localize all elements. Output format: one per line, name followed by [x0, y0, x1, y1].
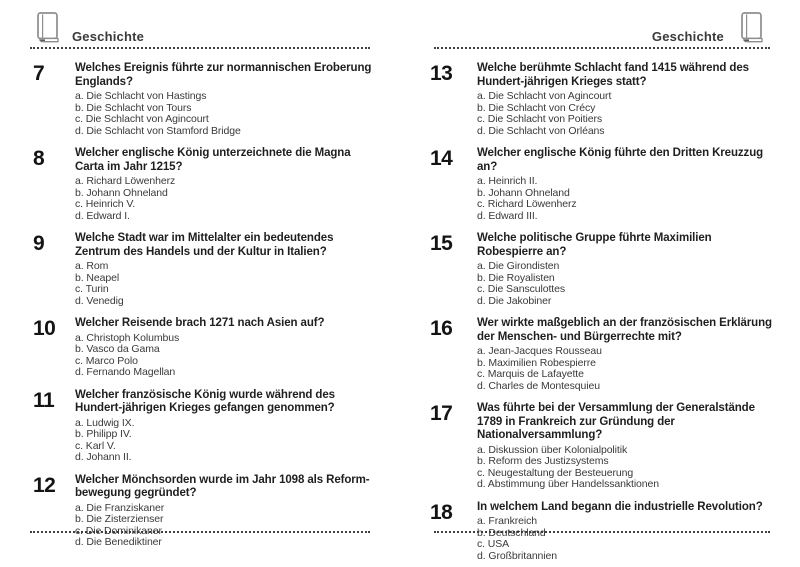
answer-option-list — [477, 516, 774, 562]
question-number: 14 — [430, 147, 453, 170]
question-column-right — [430, 62, 774, 567]
question-number: 11 — [33, 388, 55, 412]
question-text: Welcher englische König führte den Dritten Kreuzzug an? — [477, 147, 764, 173]
question-block — [430, 232, 774, 307]
question-body — [75, 147, 377, 222]
answer-option: d. Abstimmung über Handelssanktionen — [477, 478, 660, 490]
answer-option: b. Johann Ohneland — [477, 186, 570, 199]
answer-option-list — [75, 333, 377, 379]
question-block — [430, 147, 774, 222]
question-body — [477, 147, 774, 222]
page-subject-left: Geschichte — [72, 29, 145, 44]
answer-option: a. Christoph Kolumbus — [75, 331, 180, 344]
question-text: Welcher Reisende brach 1271 nach Asien auf? — [75, 317, 325, 329]
question-body — [75, 389, 377, 464]
question-block — [33, 317, 377, 379]
answer-option-list — [477, 445, 774, 491]
question-body — [477, 402, 774, 491]
question-body — [477, 317, 774, 392]
answer-option: b. Deutschland — [477, 526, 546, 539]
answer-option: d. Charles de Montesquieu — [477, 379, 600, 392]
answer-option: b. Neapel — [75, 271, 120, 284]
answer-option: b. Maximilien Robespierre — [477, 356, 596, 369]
dotted-rule-top-right — [434, 47, 770, 49]
answer-option: c. Marco Polo — [75, 354, 138, 367]
question-text: Was führte bei der Versammlung der Generalstände 1789 in Frankreich zur Gründung der Nationalversammlung? — [477, 402, 755, 441]
answer-option-list — [75, 503, 377, 549]
answer-option-list — [477, 261, 774, 307]
page-subject-right: Geschichte — [651, 29, 724, 44]
answer-option: a. Die Girondisten — [477, 260, 560, 272]
question-body — [477, 501, 774, 563]
question-body — [477, 232, 774, 307]
answer-option-list — [477, 91, 774, 137]
question-text: Welche Stadt war im Mittelalter ein bedeutendes Zentrum des Handels und der Kultur in Italien? — [75, 232, 334, 258]
question-number: 8 — [33, 147, 45, 170]
question-number: 18 — [430, 500, 453, 524]
answer-option: d. Venedig — [75, 294, 124, 307]
answer-option: d. Edward I. — [75, 209, 130, 222]
answer-option: d. Die Schlacht von Orléans — [477, 124, 605, 137]
answer-option: b. Die Schlacht von Crécy — [477, 101, 596, 114]
answer-option: d. Großbritannien — [477, 549, 558, 562]
answer-option: a. Ludwig IX. — [75, 416, 135, 429]
question-text: In welchem Land begann die industrielle Revolution? — [477, 500, 763, 513]
answer-option: b. Die Royalisten — [477, 271, 555, 284]
dotted-rule-top-left — [30, 47, 370, 49]
answer-option: a. Die Schlacht von Agincourt — [477, 90, 612, 102]
book-icon — [36, 11, 60, 44]
answer-option-list — [477, 346, 774, 392]
question-block — [430, 62, 774, 137]
answer-option-list — [477, 176, 774, 222]
answer-option-list — [75, 91, 377, 137]
question-text: Wer wirkte maßgeblich an der französischen Erklärung der Menschen- und Bürgerrechte mit? — [477, 317, 772, 343]
question-number: 9 — [33, 232, 45, 255]
answer-option: c. Die Dominikaner — [75, 524, 162, 537]
question-number: 13 — [430, 62, 453, 85]
answer-option: c. Richard Löwenherz — [477, 198, 577, 210]
question-text: Welcher französische König wurde während des Hundert-jährigen Krieges gefangen genommen? — [75, 388, 335, 414]
book-icon — [740, 11, 764, 44]
question-text: Welcher englische König unterzeichnete die Magna Carta im Jahr 1215? — [75, 147, 351, 173]
answer-option: a. Richard Löwenherz — [75, 175, 176, 187]
answer-option: b. Philipp IV. — [75, 428, 132, 440]
answer-option: a. Heinrich II. — [477, 175, 538, 187]
question-number: 10 — [33, 317, 56, 340]
question-block — [33, 389, 377, 464]
answer-option: c. Die Schlacht von Poitiers — [477, 113, 603, 125]
question-body — [75, 474, 377, 549]
answer-option: b. Die Zisterzienser — [75, 513, 164, 525]
question-block — [430, 317, 774, 392]
question-block — [430, 501, 774, 563]
question-text: Welches Ereignis führte zur normannischen Eroberung Englands? — [75, 62, 372, 88]
answer-option: c. Die Sansculottes — [477, 283, 565, 295]
question-block — [33, 62, 377, 137]
answer-option: d. Die Schlacht von Stamford Bridge — [75, 124, 241, 137]
answer-option: d. Edward III. — [477, 209, 538, 222]
question-text: Welcher Mönchsorden wurde im Jahr 1098 als Reform-bewegung gegründet? — [75, 473, 370, 499]
question-number: 12 — [33, 473, 56, 497]
answer-option-list — [75, 261, 377, 307]
answer-option: c. Karl V. — [75, 439, 116, 452]
answer-option: a. Jean-Jacques Rousseau — [477, 345, 602, 357]
answer-option-list — [75, 176, 377, 222]
answer-option: a. Die Franziskaner — [75, 501, 165, 514]
question-body — [75, 232, 377, 307]
answer-option: c. Heinrich V. — [75, 198, 136, 210]
answer-option: d. Johann II. — [75, 451, 132, 463]
answer-option: b. Vasco da Gama — [75, 343, 160, 355]
question-number: 17 — [430, 402, 453, 425]
question-column-left — [33, 62, 377, 559]
answer-option: b. Reform des Justizsystems — [477, 455, 609, 467]
answer-option: c. USA — [477, 538, 510, 550]
question-body — [75, 62, 377, 137]
answer-option: b. Johann Ohneland — [75, 186, 168, 199]
question-body — [477, 62, 774, 137]
question-block — [430, 402, 774, 491]
question-block — [33, 147, 377, 222]
answer-option: a. Frankreich — [477, 515, 537, 527]
answer-option: d. Die Benediktiner — [75, 536, 162, 548]
answer-option: c. Neugestaltung der Besteuerung — [477, 466, 634, 479]
answer-option: c. Die Schlacht von Agincourt — [75, 113, 209, 125]
question-body — [75, 317, 377, 379]
question-block — [33, 474, 377, 549]
question-number: 7 — [33, 62, 45, 85]
question-number: 15 — [430, 232, 453, 255]
answer-option: c. Turin — [75, 283, 109, 295]
answer-option: d. Fernando Magellan — [75, 366, 176, 378]
question-text: Welche politische Gruppe führte Maximilien Robespierre an? — [477, 232, 712, 258]
answer-option-list — [75, 418, 377, 464]
answer-option: b. Die Schlacht von Tours — [75, 101, 192, 114]
answer-option: a. Die Schlacht von Hastings — [75, 90, 207, 102]
answer-option: d. Die Jakobiner — [477, 294, 552, 307]
question-text: Welche berühmte Schlacht fand 1415 während des Hundert-jährigen Krieges statt? — [477, 62, 749, 88]
answer-option: a. Diskussion über Kolonialpolitik — [477, 443, 628, 456]
answer-option: a. Rom — [75, 260, 109, 272]
question-block — [33, 232, 377, 307]
question-number: 16 — [430, 317, 453, 340]
answer-option: c. Marquis de Lafayette — [477, 368, 584, 380]
